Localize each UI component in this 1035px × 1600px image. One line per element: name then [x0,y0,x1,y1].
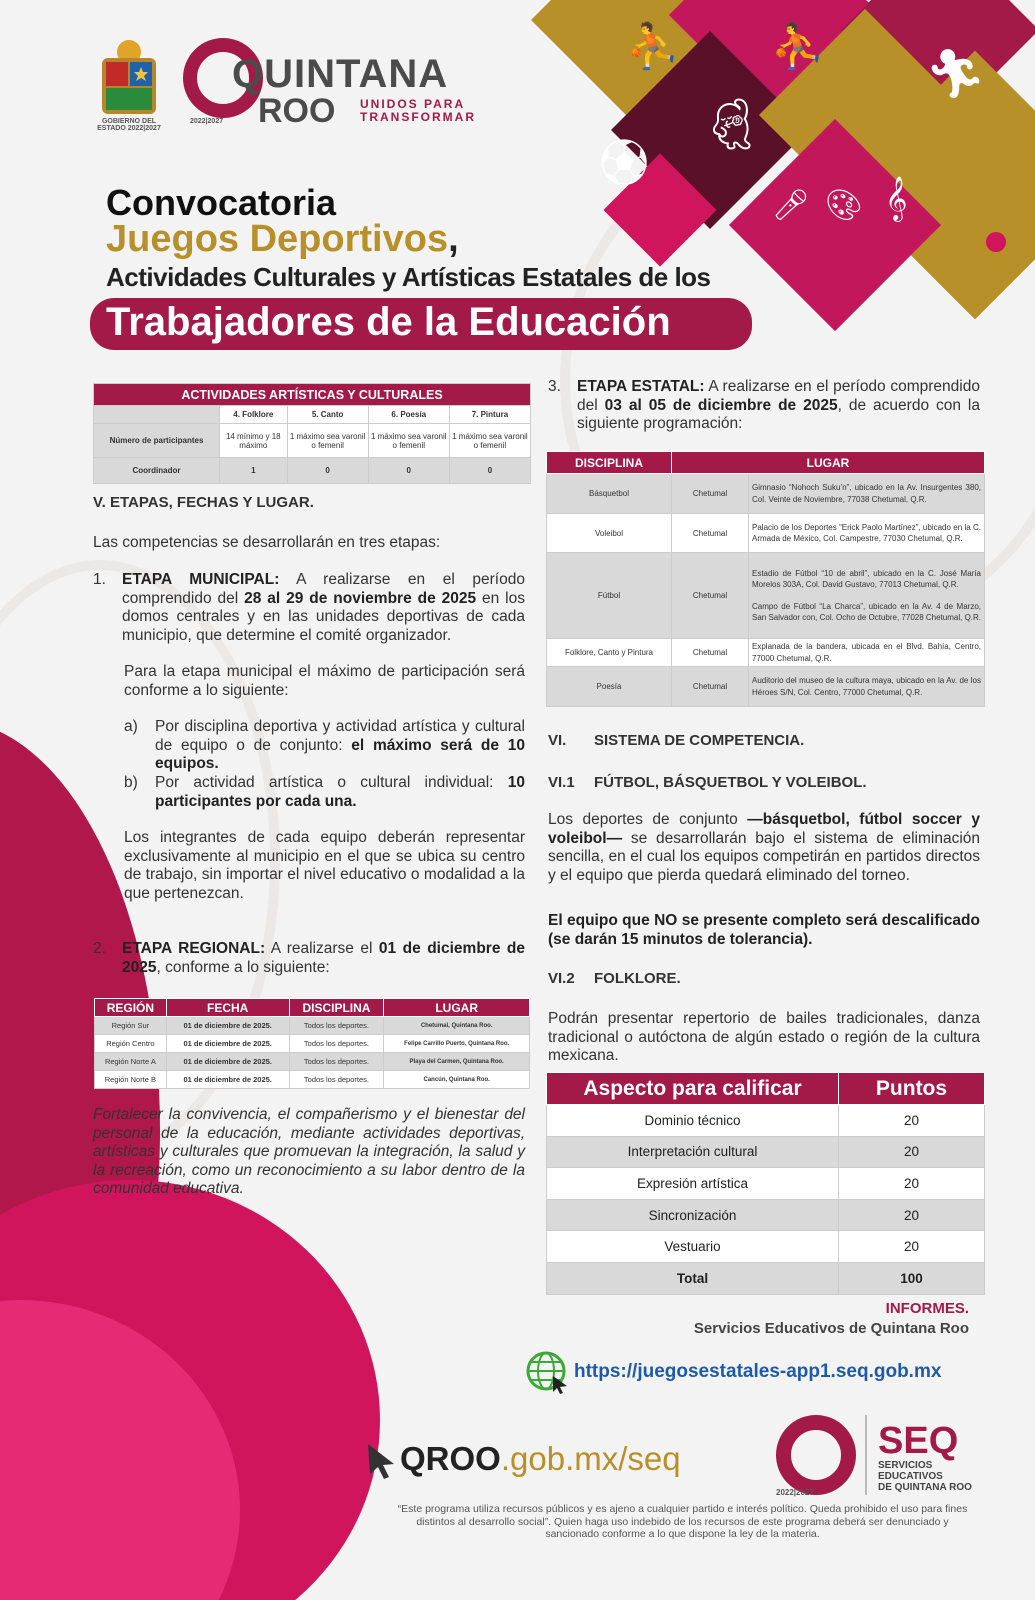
table-row: Región Sur 01 de diciembre de 2025. Todos los deportes. Chetumal, Quintana Roo. [95,1017,530,1035]
column-header: 5. Canto [287,406,368,424]
table-row: Región Norte B 01 de diciembre de 2025. Todos los deportes. Cancún, Quintana Roo. [95,1071,530,1089]
municipal-participation: Para la etapa municipal el máximo de participación será conforme a lo siguiente: [124,663,525,699]
etapa-estatal: ETAPA ESTATAL: A realizarse en el período comprendido del 03 al 05 de diciembre de 2025, de acuerdo con la siguiente programación: [577,378,981,432]
music-clef-icon: 𝄞 [885,178,908,220]
row-label: Coordinador [94,458,220,484]
title-actividades: Actividades Culturales y Artísticas Estatales de los [106,262,711,292]
section-vi-number: VI. [548,732,567,749]
artistic-activities-table [93,383,531,484]
table-cell: 1 [220,458,288,484]
microphone-icon: 🎤︎ [772,189,811,222]
globe-icon [525,1350,569,1394]
column-header: 7. Pintura [449,406,530,424]
title-convocatoria: Convocatoria [106,182,337,223]
venue: Campo de Fútbol “La Charca”, ubicado en la Av. 4 de Marzo, San Salvador con, Col. Ocho de Octubre, 77028 Chetumal, Q.R. [752,601,982,622]
informes-org: Servicios Educativos de Quintana Roo [693,1320,969,1337]
list-marker: a) [124,718,138,735]
column-header: LUGAR [384,999,530,1017]
brand-slogan: UNIDOS PARA TRANSFORMAR [360,97,476,124]
team-representation: Los integrantes de cada equipo deberán representar exclusivamente al municipio en el que se ubica su centro de trabajo, sin importar el nivel educativo o modalidad a la que pertenezcan. [124,829,525,902]
item-number: 2. [93,940,106,957]
column-header: 6. Poesía [368,406,449,424]
section-v-heading: V. ETAPAS, FECHAS Y LUGAR. [93,494,314,511]
table-row: Dominio técnico 20 [547,1105,985,1137]
table-row: Folklore, Canto y Pintura Chetumal Explanada de la bandera, ubicada en el Blvd. Bahía, Centro, 77000 Chetumal, Q.R. [547,639,985,667]
table-row: Expresión artística 20 [547,1168,985,1200]
item-number: 3. [548,378,561,395]
basketball-player-icon: ⛹ [770,22,825,71]
table-cell: 1 máximo sea varonil o femenil [287,424,368,458]
seq-year: 2022|2027 [776,1488,814,1497]
column-header: 4. Folklore [220,406,288,424]
table-row: Región Norte A 01 de diciembre de 2025. Todos los deportes. Playa del Carmen, Quintana Roo. [95,1053,530,1071]
mission-quote: Fortalecer la convivencia, el compañerismo y el bienestar del personal de la educación, mediante actividades deportivas, artísticas y culturales que promuevan la integración, la salud y la recreación, como un reconocimiento a su labor dentro de la comunidad educativa. [93,1106,525,1197]
table-cell: 1 máximo sea varonil o femenil [368,424,449,458]
list-marker: b) [124,774,138,791]
table-row: Región Centro 01 de diciembre de 2025. Todos los deportes. Felipe Carrillo Puerto, Quintana Roo. [95,1035,530,1053]
table-cell: 1 máximo sea varonil o femenil [449,424,530,458]
volleyball-player-icon: ⛹ [625,22,680,71]
list-item-a: Por disciplina deportiva y actividad artística y cultural de equipo o de conjunto: el máximo será de 10 equipos. [155,718,525,772]
qroo-web-address[interactable]: QROO.gob.mx/seq [400,1440,681,1477]
disqualification-rule: El equipo que NO se presente completo será descalificado (se darán 15 minutos de tolerancia). [548,912,980,948]
title-trabajadores: Trabajadores de la Educación [106,300,671,344]
soccer-player-icon: ⚽︎ [600,138,649,191]
divider [865,1415,867,1495]
section-vi-heading: SISTEMA DE COMPETENCIA. [594,732,805,749]
etapa-regional: ETAPA REGIONAL: A realizarse el 01 de diciembre de 2025, conforme a lo siguiente: [122,940,526,976]
table-row: Fútbol Chetumal Estadio de Fútbol “10 de abril”, ubicado en la C. José María Morelos 303A, Col. David Gustavo, 77013 Chetumal, Q.R. Campo de Fútbol “La Charca”, ubicado en la Av. 4 de Marzo, San Salvador con, Col. Ocho de Octubre, 77028 Chetumal, Q.R. [547,553,985,639]
column-header: Puntos [839,1073,985,1105]
brand-year: 2022|2027 [190,118,224,125]
table-row: Vestuario 20 [547,1231,985,1263]
section-vi1-heading: FÚTBOL, BÁSQUETBOL Y VOLEIBOL. [594,774,867,791]
regional-table [94,998,530,1089]
column-header: REGIÓN [95,999,167,1017]
table-row: Sincronización 20 [547,1199,985,1231]
folklore-description: Podrán presentar repertorio de bailes tradicionales, danza tradicional o autóctona de algún estado o región de la cultura mexicana. [548,1010,980,1064]
venue: Estadio de Fútbol “10 de abril”, ubicado en la C. José María Morelos 303A, Col. David Gustavo, 77013 Chetumal, Q.R. [752,568,981,589]
gov-year-label: GOBIERNO DEL ESTADO 2022|2027 [97,118,161,132]
table-cell: 14 mínimo y 18 máximo [220,424,288,458]
palette-icon: 🎨︎ [825,189,864,222]
section-vi1-number: VI.1 [548,774,575,791]
section-vi2-heading: FOLKLORE. [594,970,681,987]
seq-subtitle: SERVICIOS EDUCATIVOS DE QUINTANA ROO [878,1460,972,1493]
informes-label: INFORMES. [885,1300,969,1317]
item-number: 1. [93,571,106,588]
state-stage-table [546,451,985,707]
table-row-total: Total 100 [547,1262,985,1294]
section-vi2-number: VI.2 [548,970,575,987]
table-row: Voleibol Chetumal Palacio de los Deportes “Erick Paolo Martínez”, ubicado en la C. Armada de México, Col. Campestre, 77030 Chetumal, Q.R. [547,514,985,553]
row-label: Número de participantes [94,424,220,458]
table-row: Básquetbol Chetumal Gimnasio “Nohoch Suku’n”, ubicado en la Av. Insurgentes 380, Col. Veinte de Noviembre, 77038 Chetumal, Q.R. [547,474,985,514]
table-row: Poesía Chetumal Auditorio del museo de la cultura maya, ubicado en la Av. de los Héroes S/N, Col. Centro, 77000 Chetumal, Q.R. [547,667,985,707]
brand-quintana: QUINTANA [232,52,449,96]
website-link[interactable]: https://juegosestatales-app1.seq.gob.mx [574,1361,942,1382]
table-row: Interpretación cultural 20 [547,1136,985,1168]
etapa-municipal: ETAPA MUNICIPAL: A realizarse en el período comprendido del 28 al 29 de noviembre de 2025 en los domos centrales y en las unidades deportivas de cada municipio, que determine el comité organizador. [122,571,525,644]
title-juegos-deportivos: Juegos Deportivos, [106,218,459,260]
team-sports-rules: Los deportes de conjunto —básquetbol, fútbol soccer y voleibol— se desarrollarán bajo el sistema de eliminación sencilla, en el cual los equipos competirán en partidos directos y el equipo que pierda quedará eliminado del torneo. [548,811,980,884]
brand-roo: ROO [258,92,336,130]
section-v-intro: Las competencias se desarrollarán en tres etapas: [93,534,441,551]
legal-disclaimer: “Este programa utiliza recursos públicos y es ajeno a cualquier partido e interés político. Queda prohibido el uso para fines distintos al desarrollo social”. Quien haga uso indebido de los recursos de este programa deberá ser denunciado y sancionado conforme a lo que dispone la ley de la materia. [397,1503,968,1540]
column-header: Aspecto para calificar [547,1073,839,1105]
column-header: DISCIPLINA [289,999,384,1017]
column-header: LUGAR [672,452,985,474]
state-shield-logo [100,38,158,116]
cursor-icon [366,1442,398,1480]
column-header: DISCIPLINA [547,452,672,474]
table-cell: 0 [368,458,449,484]
table-title: ACTIVIDADES ARTÍSTICAS Y CULTURALES [94,384,531,406]
column-header: FECHA [166,999,289,1017]
list-item-b: Por actividad artística o cultural individual: 10 participantes por cada una. [155,774,525,810]
runner-icon: 🏃︎ [925,48,986,101]
seq-logo-text: SEQ [878,1420,959,1462]
dancers-icon: 💃︎ [700,96,764,152]
table-cell: 0 [287,458,368,484]
table-cell: 0 [449,458,530,484]
scoring-table [546,1072,985,1295]
quintana-roo-q-logo [776,1415,856,1495]
